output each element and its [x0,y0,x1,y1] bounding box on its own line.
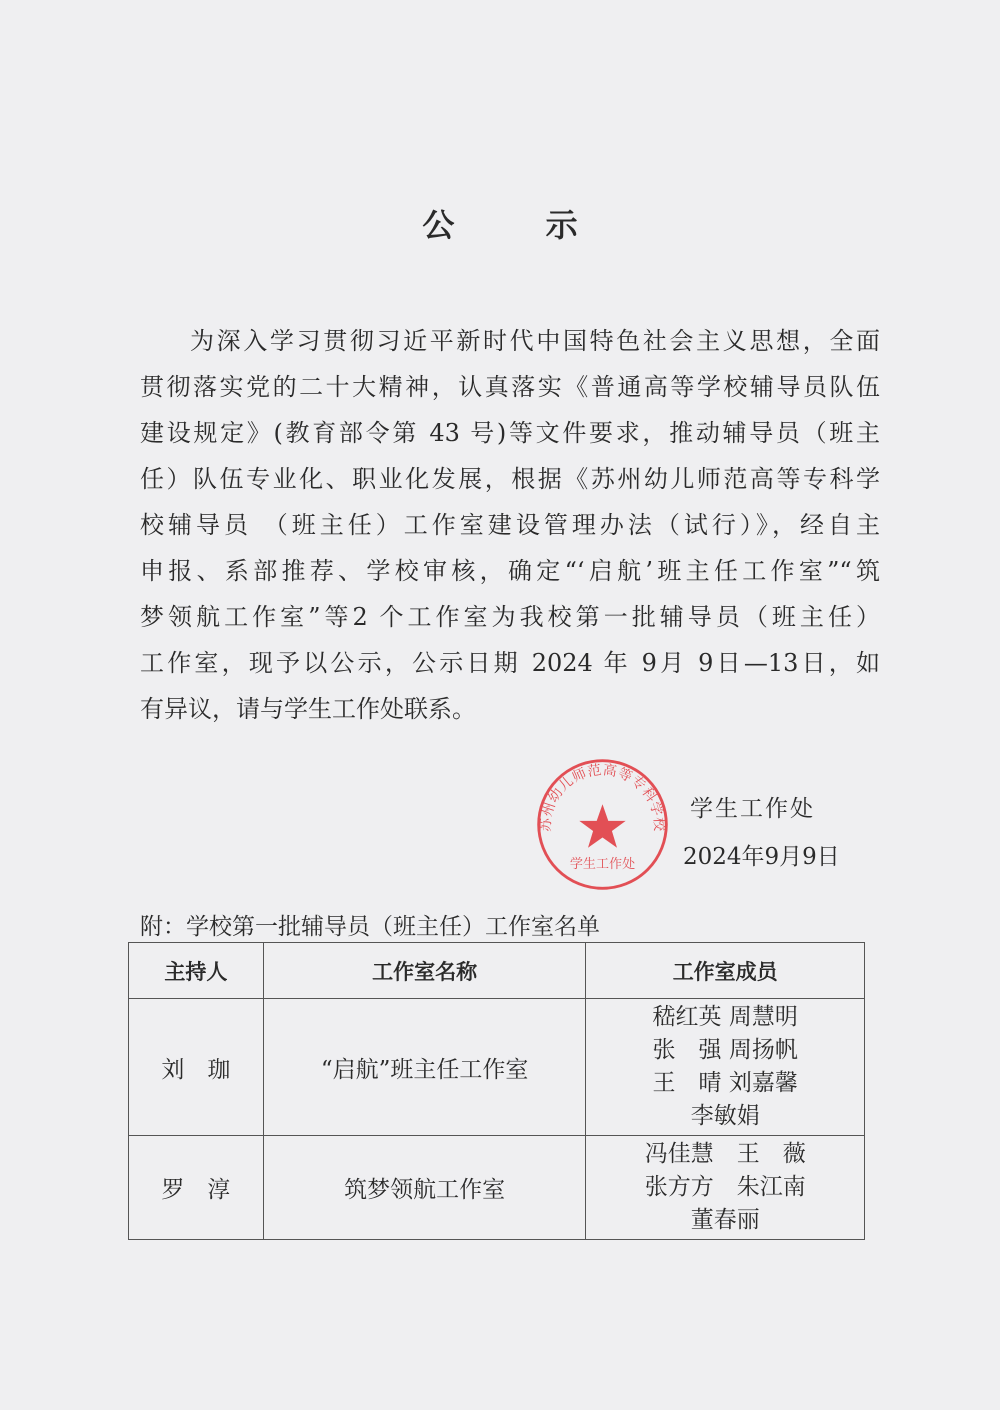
header-members: 工作室成员 [586,943,865,999]
member-line: 嵇红英 周慧明 [652,1004,798,1030]
document-title: 公 示 [422,206,618,244]
member-line: 李敏娟 [690,1103,760,1129]
stamp-outer-text: 苏州幼儿师范高等专科学校 [538,762,667,833]
studio-name-cell: 筑梦领航工作室 [263,1136,586,1240]
paragraph-line: 有异议，请与学生工作处联系。 [140,695,476,723]
header-host: 主持人 [129,943,264,999]
table-row [129,1136,865,1240]
paragraph-line: 申报、系部推荐、学校审核，确定“‘启航’班主任工作室”“筑 [140,557,880,585]
studio-list-table [128,942,865,1240]
members-cell [586,1136,865,1240]
member-line: 董春丽 [690,1207,760,1233]
star-icon [579,804,625,848]
studio-name-cell: “启航”班主任工作室 [263,999,586,1136]
official-seal-stamp [530,752,675,897]
paragraph-line: 贯彻落实党的二十大精神，认真落实《普通高等学校辅导员队伍 [140,373,880,401]
paragraph-line: 梦领航工作室”等2 个工作室为我校第一批辅导员（班主任） [140,603,880,631]
stamp-inner-text: 学生工作处 [569,857,636,872]
attachment-caption: 附：学校第一批辅导员（班主任）工作室名单 [140,914,600,940]
member-line: 王 晴 刘嘉馨 [652,1070,798,1096]
members-cell [586,999,865,1136]
table-header-row [129,943,865,999]
paragraph-line: 校辅导员 （班主任）工作室建设管理办法（试行）》，经自主 [140,511,880,539]
member-line: 冯佳慧 王 薇 [644,1141,806,1167]
paragraph-line: 建设规定》(教育部令第 43 号)等文件要求，推动辅导员（班主 [140,419,880,447]
member-line: 张 强 周扬帆 [652,1037,798,1063]
signature-date: 2024年9月9日 [683,844,840,870]
host-cell: 罗 淳 [129,1136,264,1240]
paragraph-line: 为深入学习贯彻习近平新时代中国特色社会主义思想，全面 [190,327,880,355]
paragraph-line: 工作室，现予以公示，公示日期 2024 年 9月 9日—13日，如 [140,649,880,677]
header-studio-name: 工作室名称 [263,943,586,999]
member-line: 张方方 朱江南 [644,1174,806,1200]
signature-office: 学生工作处 [690,796,815,822]
body-paragraph [140,318,880,732]
host-cell: 刘 珈 [129,999,264,1136]
table-row [129,999,865,1136]
paragraph-line: 任）队伍专业化、职业化发展，根据《苏州幼儿师范高等专科学 [140,465,880,493]
